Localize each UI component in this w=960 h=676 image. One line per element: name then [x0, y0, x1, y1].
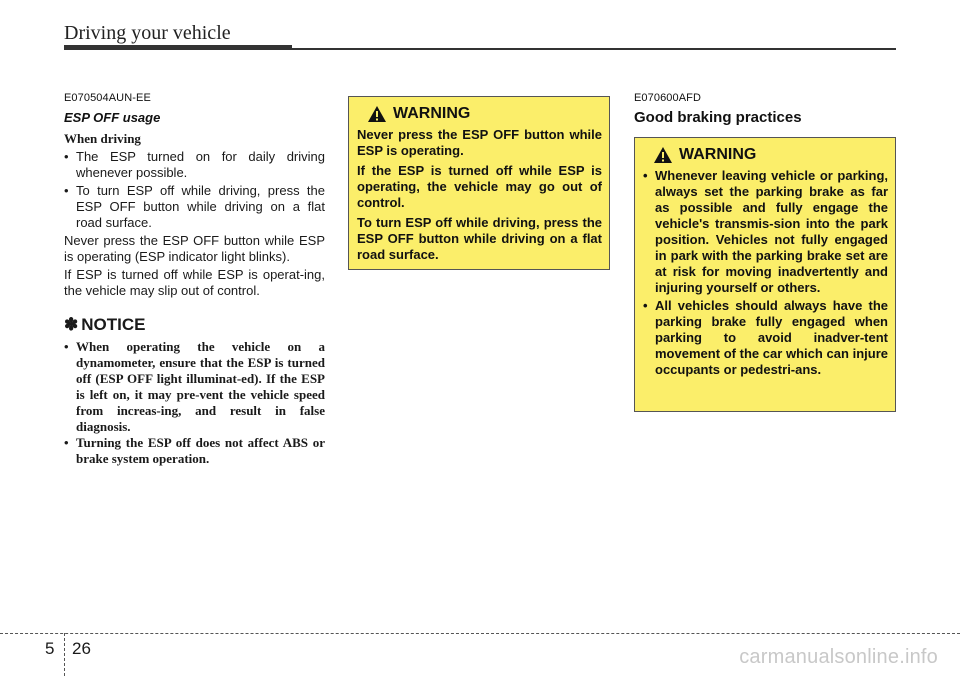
watermark: carmanualsonline.info [739, 646, 938, 668]
list-item: • Whenever leaving vehicle or parking, always set the parking brake as far as possible and fully engage the vehicle's transmis-sion into the park position. Vehicles not fully engaged in park with the parking brake set are at risk for moving inadvertently and injuring yourself or others. [643, 168, 888, 295]
warning-header [653, 146, 888, 164]
warning-header [367, 105, 602, 123]
esp-off-usage-heading: ESP OFF usage [64, 110, 161, 125]
right-column [634, 92, 896, 126]
warning-title: WARNING [393, 105, 471, 122]
notice-title: NOTICE [81, 315, 146, 334]
left-column [64, 92, 325, 467]
list-item: • Turning the ESP off does not affect ABS or brake system operation. [64, 435, 325, 466]
chapter-number: 5 [45, 639, 55, 658]
list-item: • The ESP turned on for daily driving whenever possible. [64, 149, 325, 180]
driving-bullet-list [64, 149, 325, 231]
when-driving-heading: When driving [64, 131, 141, 146]
good-braking-heading: Good braking practices [634, 109, 802, 126]
warning-box-parking [634, 137, 896, 412]
warning-title: WARNING [679, 146, 757, 163]
footer-rule [0, 633, 960, 634]
list-item: • To turn ESP off while driving, press the ESP OFF button while driving on a flat road surface. [64, 183, 325, 230]
list-item: • When operating the vehicle on a dynamometer, ensure that the ESP is turned off (ESP OFF light illuminat-ed). If the ESP is left on, it may pre-vent the vehicle speed from increas-ing, and result in false diagnosis. [64, 339, 325, 434]
notice-star-icon: ✽ [64, 315, 79, 334]
notice-list [64, 339, 325, 467]
header-rule-thin [292, 48, 896, 50]
warning-box-esp [348, 96, 610, 270]
paragraph: Never press the ESP OFF button while ESP is operating (ESP indicator light blinks). [64, 233, 325, 264]
section-code: E070504AUN-EE [64, 92, 151, 104]
footer-divider [64, 633, 65, 676]
warning-list [643, 168, 888, 378]
page-header-title: Driving your vehicle [64, 22, 231, 44]
section-code: E070600AFD [634, 92, 702, 104]
warning-triangle-icon [653, 146, 673, 164]
header-rule-thick [64, 45, 292, 50]
warning-paragraph: To turn ESP off while driving, press the ESP OFF button while driving on a flat road surface. [357, 215, 602, 262]
paragraph: If ESP is turned off while ESP is operat-ing, the vehicle may slip out of control. [64, 267, 325, 298]
list-item: • All vehicles should always have the parking brake fully engaged when parking to avoid inadver-tent movement of the car which can injure occupants or pedestri-ans. [643, 298, 888, 377]
warning-triangle-icon [367, 105, 387, 123]
page-number: 26 [72, 639, 91, 658]
warning-paragraph: Never press the ESP OFF button while ESP is operating. [357, 127, 602, 158]
notice-heading [64, 315, 325, 335]
warning-paragraph: If the ESP is turned off while ESP is operating, the vehicle may go out of control. [357, 163, 602, 210]
